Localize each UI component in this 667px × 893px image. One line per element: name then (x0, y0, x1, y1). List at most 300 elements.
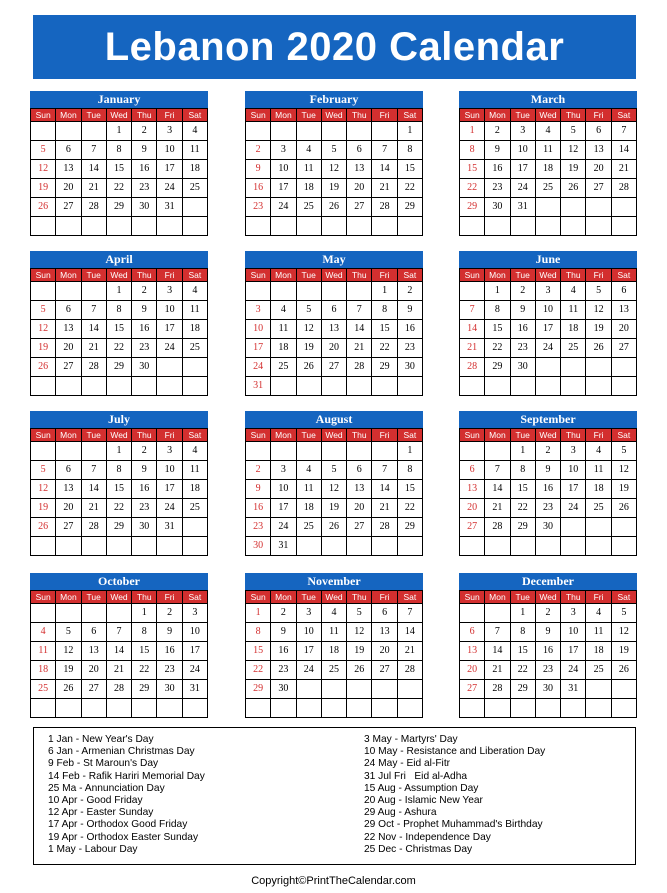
weekday-header: Mon (271, 429, 296, 442)
empty-cell (107, 699, 132, 718)
day-cell: 29 (485, 358, 510, 377)
day-cell: 11 (536, 141, 561, 160)
day-cell: 16 (485, 160, 510, 179)
holiday-item: 29 Aug - Ashura (364, 807, 437, 819)
day-cell: 12 (586, 301, 611, 320)
month-title: April (30, 251, 208, 268)
day-cell: 13 (56, 160, 81, 179)
day-cell: 7 (107, 623, 132, 642)
day-cell: 26 (586, 339, 611, 358)
empty-cell (297, 122, 322, 141)
day-cell: 1 (511, 442, 536, 461)
weekday-header: Sun (460, 429, 485, 442)
day-cell: 29 (511, 518, 536, 537)
day-cell: 16 (132, 320, 157, 339)
day-cell: 27 (82, 680, 107, 699)
weekday-header: Tue (82, 109, 107, 122)
day-cell: 8 (511, 623, 536, 642)
holiday-list (33, 727, 636, 865)
weekday-header: Tue (511, 429, 536, 442)
day-cell: 21 (82, 339, 107, 358)
empty-cell (511, 699, 536, 718)
weekday-header: Tue (511, 269, 536, 282)
holiday-column-left (48, 734, 205, 856)
empty-cell (561, 518, 586, 537)
day-cell: 3 (157, 122, 182, 141)
day-cell: 16 (536, 642, 561, 661)
day-cell: 5 (31, 141, 56, 160)
day-cell: 4 (183, 442, 208, 461)
weekday-header: Thu (132, 109, 157, 122)
month-grid (30, 268, 208, 396)
day-cell: 19 (31, 339, 56, 358)
day-cell: 30 (132, 198, 157, 217)
day-cell: 8 (246, 623, 271, 642)
day-cell: 6 (56, 141, 81, 160)
weekday-header: Mon (271, 591, 296, 604)
empty-cell (56, 537, 81, 556)
weekday-header: Sun (31, 269, 56, 282)
empty-cell (485, 217, 510, 236)
day-cell: 6 (612, 282, 637, 301)
day-cell: 14 (612, 141, 637, 160)
day-cell: 20 (82, 661, 107, 680)
day-cell: 19 (612, 480, 637, 499)
weekday-header: Tue (297, 591, 322, 604)
day-cell: 26 (612, 661, 637, 680)
day-cell: 7 (460, 301, 485, 320)
empty-cell (31, 537, 56, 556)
weekday-header: Fri (586, 591, 611, 604)
day-cell: 10 (297, 623, 322, 642)
day-cell: 29 (511, 680, 536, 699)
empty-cell (107, 377, 132, 396)
weekday-header: Tue (511, 109, 536, 122)
empty-cell (485, 442, 510, 461)
month-january (30, 91, 208, 236)
holiday-item: 24 May - Eid al-Fitr (364, 758, 451, 770)
empty-cell (372, 122, 397, 141)
day-cell: 28 (612, 179, 637, 198)
day-cell: 5 (347, 604, 372, 623)
day-cell: 6 (347, 461, 372, 480)
empty-cell (561, 699, 586, 718)
day-cell: 10 (271, 480, 296, 499)
day-cell: 18 (586, 642, 611, 661)
day-cell: 2 (536, 604, 561, 623)
empty-cell (612, 518, 637, 537)
day-cell: 9 (485, 141, 510, 160)
month-december (459, 573, 637, 718)
month-grid (30, 108, 208, 236)
empty-cell (372, 377, 397, 396)
day-cell: 1 (372, 282, 397, 301)
day-cell: 31 (271, 537, 296, 556)
month-october (30, 573, 208, 718)
empty-cell (511, 217, 536, 236)
month-title: February (245, 91, 423, 108)
day-cell: 10 (561, 623, 586, 642)
day-cell: 3 (561, 442, 586, 461)
empty-cell (297, 680, 322, 699)
empty-cell (157, 217, 182, 236)
day-cell: 6 (460, 461, 485, 480)
month-july (30, 411, 208, 556)
empty-cell (31, 699, 56, 718)
weekday-header: Thu (561, 429, 586, 442)
day-cell: 4 (586, 442, 611, 461)
day-cell: 3 (183, 604, 208, 623)
day-cell: 12 (561, 141, 586, 160)
day-cell: 25 (297, 518, 322, 537)
day-cell: 21 (82, 499, 107, 518)
day-cell: 11 (183, 461, 208, 480)
holiday-item: 19 Apr - Orthodox Easter Sunday (48, 831, 199, 843)
day-cell: 23 (132, 339, 157, 358)
day-cell: 14 (460, 320, 485, 339)
day-cell: 21 (372, 179, 397, 198)
day-cell: 8 (460, 141, 485, 160)
day-cell: 21 (372, 499, 397, 518)
day-cell: 3 (157, 282, 182, 301)
empty-cell (398, 680, 423, 699)
weekday-header: Fri (372, 269, 397, 282)
day-cell: 15 (398, 480, 423, 499)
weekday-header: Thu (561, 269, 586, 282)
month-title: November (245, 573, 423, 590)
empty-cell (132, 537, 157, 556)
weekday-header: Tue (297, 429, 322, 442)
day-cell: 17 (157, 320, 182, 339)
empty-cell (297, 699, 322, 718)
weekday-header: Wed (322, 591, 347, 604)
empty-cell (297, 217, 322, 236)
empty-cell (586, 217, 611, 236)
day-cell: 4 (183, 282, 208, 301)
day-cell: 1 (398, 122, 423, 141)
empty-cell (246, 122, 271, 141)
month-title: July (30, 411, 208, 428)
day-cell: 22 (460, 179, 485, 198)
empty-cell (56, 604, 81, 623)
day-cell: 18 (297, 179, 322, 198)
day-cell: 17 (297, 642, 322, 661)
empty-cell (347, 217, 372, 236)
empty-cell (372, 537, 397, 556)
empty-cell (536, 358, 561, 377)
day-cell: 25 (271, 358, 296, 377)
weekday-header: Fri (157, 269, 182, 282)
empty-cell (297, 377, 322, 396)
holiday-item: 25 Ma - Annunciation Day (48, 782, 165, 794)
month-grid (245, 590, 423, 718)
month-august (245, 411, 423, 556)
day-cell: 30 (157, 680, 182, 699)
day-cell: 16 (511, 320, 536, 339)
empty-cell (183, 537, 208, 556)
holiday-item: 3 May - Martyrs' Day (364, 734, 458, 745)
weekday-header: Sat (612, 591, 637, 604)
day-cell: 12 (31, 160, 56, 179)
day-cell: 1 (107, 122, 132, 141)
day-cell: 10 (157, 301, 182, 320)
empty-cell (561, 198, 586, 217)
day-cell: 8 (107, 301, 132, 320)
day-cell: 6 (56, 461, 81, 480)
day-cell: 20 (322, 339, 347, 358)
day-cell: 5 (561, 122, 586, 141)
day-cell: 4 (271, 301, 296, 320)
day-cell: 29 (246, 680, 271, 699)
day-cell: 27 (372, 661, 397, 680)
day-cell: 11 (561, 301, 586, 320)
empty-cell (372, 442, 397, 461)
weekday-header: Sat (398, 269, 423, 282)
day-cell: 17 (271, 499, 296, 518)
day-cell: 3 (157, 442, 182, 461)
day-cell: 22 (398, 179, 423, 198)
empty-cell (347, 699, 372, 718)
day-cell: 28 (485, 518, 510, 537)
month-grid (245, 108, 423, 236)
empty-cell (347, 680, 372, 699)
day-cell: 10 (246, 320, 271, 339)
empty-cell (347, 282, 372, 301)
day-cell: 26 (612, 499, 637, 518)
weekday-header: Wed (107, 591, 132, 604)
empty-cell (132, 699, 157, 718)
empty-cell (322, 282, 347, 301)
day-cell: 12 (347, 623, 372, 642)
holiday-item: 20 Aug - Islamic New Year (364, 795, 483, 807)
day-cell: 11 (271, 320, 296, 339)
day-cell: 5 (31, 461, 56, 480)
day-cell: 26 (56, 680, 81, 699)
weekday-header: Fri (372, 109, 397, 122)
day-cell: 18 (183, 320, 208, 339)
weekday-header: Tue (297, 109, 322, 122)
empty-cell (612, 358, 637, 377)
empty-cell (271, 122, 296, 141)
day-cell: 7 (372, 461, 397, 480)
empty-cell (536, 377, 561, 396)
day-cell: 3 (271, 141, 296, 160)
weekday-header: Wed (536, 591, 561, 604)
day-cell: 30 (485, 198, 510, 217)
day-cell: 1 (107, 282, 132, 301)
day-cell: 16 (157, 642, 182, 661)
day-cell: 12 (56, 642, 81, 661)
day-cell: 19 (31, 179, 56, 198)
day-cell: 8 (107, 461, 132, 480)
empty-cell (132, 377, 157, 396)
weekday-header: Sun (246, 591, 271, 604)
day-cell: 11 (297, 160, 322, 179)
day-cell: 8 (511, 461, 536, 480)
empty-cell (82, 604, 107, 623)
day-cell: 13 (347, 480, 372, 499)
day-cell: 30 (132, 518, 157, 537)
day-cell: 29 (460, 198, 485, 217)
day-cell: 9 (246, 480, 271, 499)
empty-cell (347, 442, 372, 461)
day-cell: 13 (372, 623, 397, 642)
day-cell: 6 (82, 623, 107, 642)
day-cell: 2 (132, 122, 157, 141)
empty-cell (82, 537, 107, 556)
day-cell: 13 (612, 301, 637, 320)
day-cell: 10 (511, 141, 536, 160)
empty-cell (183, 198, 208, 217)
day-cell: 7 (372, 141, 397, 160)
empty-cell (536, 198, 561, 217)
day-cell: 23 (132, 179, 157, 198)
month-grid (30, 590, 208, 718)
day-cell: 24 (536, 339, 561, 358)
day-cell: 24 (271, 198, 296, 217)
holiday-item: 25 Dec - Christmas Day (364, 843, 473, 855)
day-cell: 30 (398, 358, 423, 377)
day-cell: 25 (536, 179, 561, 198)
day-cell: 6 (347, 141, 372, 160)
weekday-header: Mon (485, 109, 510, 122)
holiday-item: 1 Jan - New Year's Day (48, 734, 154, 745)
month-grid (459, 268, 637, 396)
empty-cell (612, 198, 637, 217)
weekday-header: Thu (132, 591, 157, 604)
day-cell: 19 (31, 499, 56, 518)
day-cell: 25 (297, 198, 322, 217)
weekday-header: Sat (398, 591, 423, 604)
day-cell: 22 (511, 499, 536, 518)
day-cell: 14 (485, 642, 510, 661)
weekday-header: Fri (372, 429, 397, 442)
day-cell: 16 (132, 480, 157, 499)
day-cell: 8 (372, 301, 397, 320)
day-cell: 15 (460, 160, 485, 179)
empty-cell (107, 604, 132, 623)
empty-cell (612, 377, 637, 396)
day-cell: 18 (586, 480, 611, 499)
day-cell: 14 (398, 623, 423, 642)
day-cell: 30 (132, 358, 157, 377)
day-cell: 16 (536, 480, 561, 499)
day-cell: 7 (82, 301, 107, 320)
day-cell: 24 (561, 661, 586, 680)
day-cell: 10 (183, 623, 208, 642)
empty-cell (31, 217, 56, 236)
weekday-header: Sat (612, 109, 637, 122)
day-cell: 23 (246, 198, 271, 217)
day-cell: 7 (485, 623, 510, 642)
weekday-header: Sat (183, 591, 208, 604)
empty-cell (246, 699, 271, 718)
empty-cell (31, 604, 56, 623)
weekday-header: Mon (56, 429, 81, 442)
empty-cell (82, 442, 107, 461)
empty-cell (322, 122, 347, 141)
empty-cell (561, 377, 586, 396)
day-cell: 21 (485, 661, 510, 680)
day-cell: 28 (372, 518, 397, 537)
weekday-header: Mon (56, 591, 81, 604)
month-title: June (459, 251, 637, 268)
month-grid (459, 590, 637, 718)
day-cell: 23 (246, 518, 271, 537)
day-cell: 17 (157, 480, 182, 499)
day-cell: 29 (132, 680, 157, 699)
day-cell: 31 (183, 680, 208, 699)
holiday-item: 29 Oct - Prophet Muhammad's Birthday (364, 819, 543, 831)
weekday-header: Thu (347, 269, 372, 282)
weekday-header: Wed (107, 109, 132, 122)
empty-cell (485, 537, 510, 556)
day-cell: 5 (612, 604, 637, 623)
empty-cell (612, 217, 637, 236)
day-cell: 1 (460, 122, 485, 141)
empty-cell (56, 122, 81, 141)
weekday-header: Wed (536, 269, 561, 282)
weekday-header: Thu (132, 429, 157, 442)
day-cell: 4 (297, 461, 322, 480)
weekday-header: Wed (536, 429, 561, 442)
day-cell: 5 (297, 301, 322, 320)
day-cell: 26 (31, 198, 56, 217)
day-cell: 24 (157, 339, 182, 358)
day-cell: 7 (82, 461, 107, 480)
day-cell: 31 (157, 198, 182, 217)
day-cell: 9 (132, 461, 157, 480)
day-cell: 14 (82, 160, 107, 179)
day-cell: 1 (485, 282, 510, 301)
empty-cell (398, 377, 423, 396)
day-cell: 26 (31, 518, 56, 537)
empty-cell (586, 537, 611, 556)
day-cell: 17 (183, 642, 208, 661)
day-cell: 25 (586, 499, 611, 518)
day-cell: 29 (107, 358, 132, 377)
day-cell: 7 (398, 604, 423, 623)
empty-cell (157, 358, 182, 377)
empty-cell (322, 442, 347, 461)
day-cell: 17 (157, 160, 182, 179)
empty-cell (183, 358, 208, 377)
day-cell: 20 (347, 499, 372, 518)
day-cell: 11 (183, 301, 208, 320)
day-cell: 8 (107, 141, 132, 160)
day-cell: 11 (586, 461, 611, 480)
day-cell: 18 (31, 661, 56, 680)
day-cell: 24 (297, 661, 322, 680)
day-cell: 28 (82, 518, 107, 537)
day-cell: 9 (132, 141, 157, 160)
day-cell: 14 (347, 320, 372, 339)
day-cell: 23 (536, 499, 561, 518)
day-cell: 17 (271, 179, 296, 198)
month-june (459, 251, 637, 396)
empty-cell (246, 217, 271, 236)
empty-cell (82, 377, 107, 396)
day-cell: 3 (561, 604, 586, 623)
day-cell: 18 (561, 320, 586, 339)
day-cell: 15 (398, 160, 423, 179)
month-november (245, 573, 423, 718)
weekday-header: Tue (511, 591, 536, 604)
empty-cell (322, 680, 347, 699)
day-cell: 23 (271, 661, 296, 680)
day-cell: 6 (372, 604, 397, 623)
empty-cell (183, 377, 208, 396)
